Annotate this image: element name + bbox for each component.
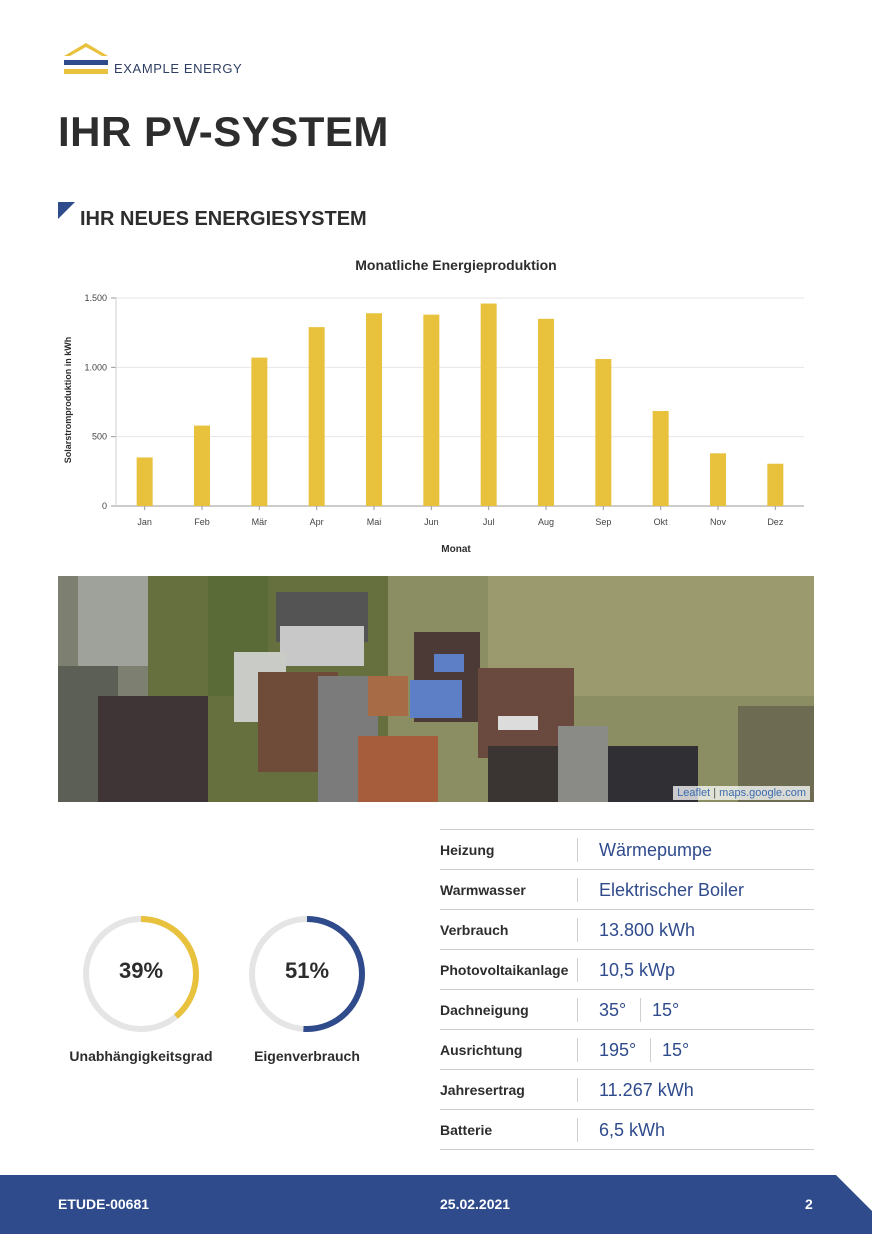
chart-bar <box>538 319 554 506</box>
chart-bar <box>767 464 783 506</box>
self-consumption-value: 51% <box>284 958 330 983</box>
independence-label: Unabhängigkeitsgrad <box>69 1048 213 1064</box>
spec-divider <box>577 918 578 942</box>
map-source-link[interactable]: maps.google.com <box>719 787 806 799</box>
chart-y-axis-label: Solarstromproduktion in kWh <box>63 336 73 464</box>
spec-divider <box>577 1118 578 1142</box>
spec-divider <box>577 1038 578 1062</box>
chart-x-tick-label: Nov <box>709 517 727 527</box>
spec-label: Dachneigung <box>440 1002 529 1018</box>
chart-x-tick-label: Apr <box>309 517 324 527</box>
chart-y-tick-label: 500 <box>91 431 107 442</box>
leaflet-link[interactable]: Leaflet <box>677 787 711 799</box>
chart-x-tick-label: Dez <box>767 517 784 527</box>
spec-label: Ausrichtung <box>440 1042 523 1058</box>
spec-value-secondary: 15° <box>662 1040 690 1060</box>
spec-value-secondary: 15° <box>652 1000 680 1020</box>
chart-bar <box>366 313 382 506</box>
chart-x-tick-label: Sep <box>595 517 612 527</box>
chart-svg <box>58 250 814 560</box>
chart-x-axis-label: Monat <box>441 544 471 555</box>
spec-row-photovoltaikanlage <box>440 950 814 990</box>
brand-name: EXAMPLE ENERGY <box>114 61 243 76</box>
section-marker <box>58 202 75 219</box>
footer-corner-cut <box>836 1175 872 1211</box>
spec-row-verbrauch <box>440 910 814 950</box>
chart-y-tick-label: 1.000 <box>84 362 107 373</box>
document-date: 25.02.2021 <box>440 1196 511 1212</box>
chart-x-tick-label: Jan <box>137 517 152 527</box>
independence-gauge <box>51 914 231 1064</box>
spec-label: Photovoltaikanlage <box>440 962 569 978</box>
spec-row-heizung <box>440 830 814 870</box>
spec-label: Verbrauch <box>440 922 509 938</box>
chart-bar <box>710 453 726 506</box>
page-title: IHR PV-SYSTEM <box>58 108 389 155</box>
section-title: IHR NEUES ENERGIESYSTEM <box>80 208 367 230</box>
satellite-image <box>58 576 814 802</box>
chart-bar <box>309 327 325 506</box>
spec-row-ausrichtung <box>440 1030 814 1070</box>
spec-divider <box>577 1078 578 1102</box>
chart-x-tick-label: Feb <box>194 517 210 527</box>
spec-value: Elektrischer Boiler <box>599 880 745 900</box>
satellite-map[interactable] <box>58 576 814 802</box>
chart-title: Monatliche Energieproduktion <box>355 257 557 273</box>
chart-x-tick-label: Mär <box>251 517 268 527</box>
spec-divider <box>577 998 578 1022</box>
spec-value: 35° <box>599 1000 627 1020</box>
chart-x-tick-label: Aug <box>537 517 555 527</box>
chart-bar <box>595 359 611 506</box>
document-id: ETUDE-00681 <box>58 1196 150 1212</box>
page-number: 2 <box>805 1196 813 1212</box>
spec-divider <box>577 838 578 862</box>
spec-value: 6,5 kWh <box>599 1120 666 1140</box>
chart-x-tick-label: Mai <box>366 517 382 527</box>
chart-x-tick-label: Jul <box>482 517 495 527</box>
monthly-production-chart <box>58 250 814 560</box>
spec-row-dachneigung <box>440 990 814 1030</box>
chart-bar <box>481 304 497 506</box>
spec-value: 10,5 kWp <box>599 960 676 980</box>
spec-value: 195° <box>599 1040 637 1060</box>
spec-value: 11.267 kWh <box>599 1080 694 1100</box>
spec-row-warmwasser <box>440 870 814 910</box>
system-spec-table <box>440 829 814 1150</box>
self-consumption-label: Eigenverbrauch <box>254 1048 360 1064</box>
independence-value: 39% <box>118 958 164 983</box>
spec-value: Wärmepumpe <box>599 840 713 860</box>
spec-row-batterie <box>440 1110 814 1150</box>
spec-divider <box>640 998 641 1022</box>
spec-divider <box>577 958 578 982</box>
chart-y-tick-label: 0 <box>101 501 107 511</box>
chart-x-tick-label: Okt <box>653 517 668 527</box>
spec-divider <box>577 878 578 902</box>
spec-value: 13.800 kWh <box>599 920 696 940</box>
self-consumption-gauge <box>217 914 397 1064</box>
spec-label: Heizung <box>440 842 495 858</box>
map-attribution[interactable] <box>673 786 810 800</box>
spec-label: Jahresertrag <box>440 1082 525 1098</box>
spec-label: Warmwasser <box>440 882 526 898</box>
chart-y-tick-label: 1.500 <box>84 293 107 303</box>
attribution-separator: | <box>713 787 717 799</box>
spec-label: Batterie <box>440 1122 493 1138</box>
chart-bar <box>251 358 267 506</box>
chart-bar <box>137 457 153 506</box>
chart-bar <box>194 426 210 506</box>
page-footer <box>0 1175 872 1234</box>
chart-bar <box>653 411 669 506</box>
chart-x-tick-label: Jun <box>424 517 439 527</box>
spec-row-jahresertrag <box>440 1070 814 1110</box>
spec-divider <box>650 1038 651 1062</box>
chart-bar <box>423 315 439 506</box>
